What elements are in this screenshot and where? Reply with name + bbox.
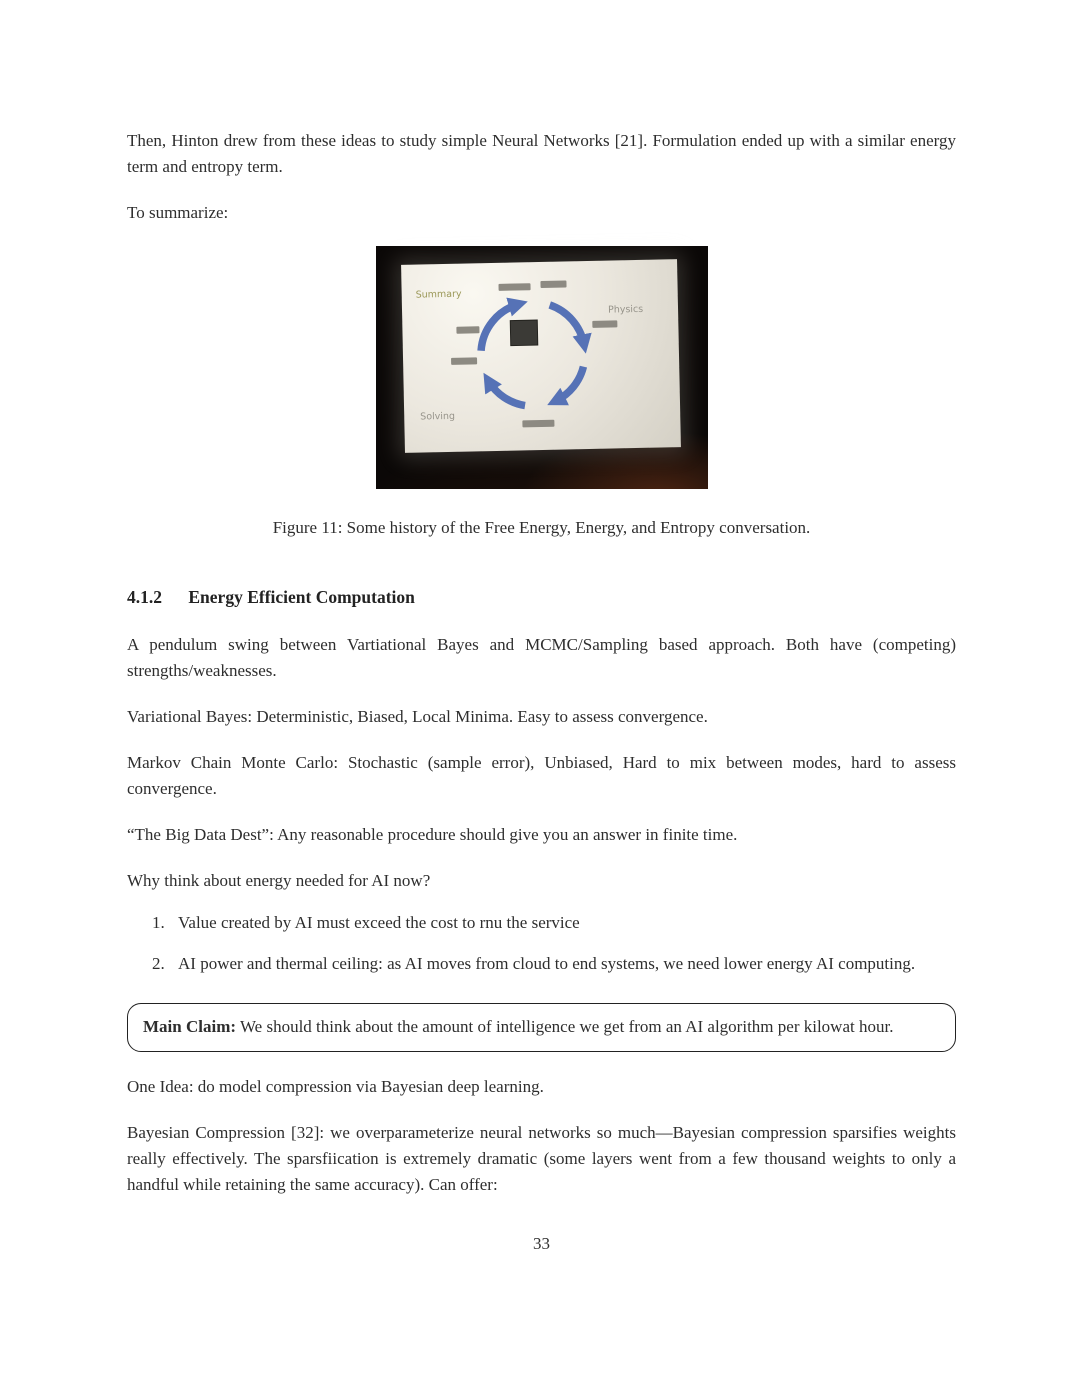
slide-label-physics: Physics [607, 303, 643, 316]
slide-center-square [510, 320, 538, 346]
section-title: Energy Efficient Computation [188, 587, 415, 607]
claim-text: We should think about the amount of intelligence we get from an AI algorithm per kilowat hour. [239, 1017, 894, 1036]
list-item-number: 2. [152, 954, 165, 973]
paragraph-to-summarize: To summarize: [127, 203, 229, 222]
slide-label-solving: Solving [419, 410, 455, 423]
figure-caption: Figure 11: Some history of the Free Energy, Energy, and Entropy conversation. [272, 518, 811, 537]
slide-label-summary: Summary [415, 288, 462, 301]
main-claim-box [127, 1003, 956, 1052]
projector-screen [401, 259, 681, 453]
list-item-number: 1. [152, 913, 165, 932]
slide-text-blocks [449, 279, 619, 428]
figure-11 [127, 246, 956, 541]
cycle-arrows [480, 303, 585, 407]
page-number: 33 [533, 1234, 550, 1253]
list-item [152, 951, 956, 977]
section-number: 4.1.2 [127, 587, 162, 607]
list-item [152, 910, 956, 936]
list-item-text: Value created by AI must exceed the cost to rnu the service [178, 913, 580, 932]
paragraph-one-idea: One Idea: do model compression via Bayesian deep learning. [127, 1077, 544, 1096]
paragraph-pendulum: A pendulum swing between Vartiational Bayes and MCMC/Sampling based approach. Both have (competing) strengths/weaknesses. [127, 635, 956, 680]
slide-cycle-diagram [401, 259, 681, 453]
section-heading [127, 587, 956, 608]
paragraph-big-data-test: “The Big Data Dest”: Any reasonable procedure should give you an answer in finite time. [127, 825, 738, 844]
claim-label: Main Claim: [143, 1017, 237, 1036]
figure-photo [376, 246, 708, 489]
paragraph-why-energy: Why think about energy needed for AI now? [127, 871, 431, 890]
paragraph-bayesian-compression: Bayesian Compression [32]: we overparameterize neural networks so much—Bayesian compression sparsifies weights really effectively. The sparsfiication is extremely dramatic (some layers went from a few thousand weights to only a handful while retaining the same accuracy). Can offer: [127, 1123, 956, 1194]
list-item-text: AI power and thermal ceiling: as AI moves from cloud to end systems, we need lower energy AI computing. [178, 954, 916, 973]
page-content [127, 0, 956, 1254]
enumerated-list [127, 910, 956, 977]
paragraph-hinton: Then, Hinton drew from these ideas to study simple Neural Networks [21]. Formulation ended up with a similar energy term and entropy term. [127, 131, 956, 176]
paragraph-mcmc: Markov Chain Monte Carlo: Stochastic (sample error), Unbiased, Hard to mix between modes, hard to assess convergence. [127, 753, 956, 798]
paragraph-variational-bayes: Variational Bayes: Deterministic, Biased, Local Minima. Easy to assess convergence. [127, 707, 708, 726]
